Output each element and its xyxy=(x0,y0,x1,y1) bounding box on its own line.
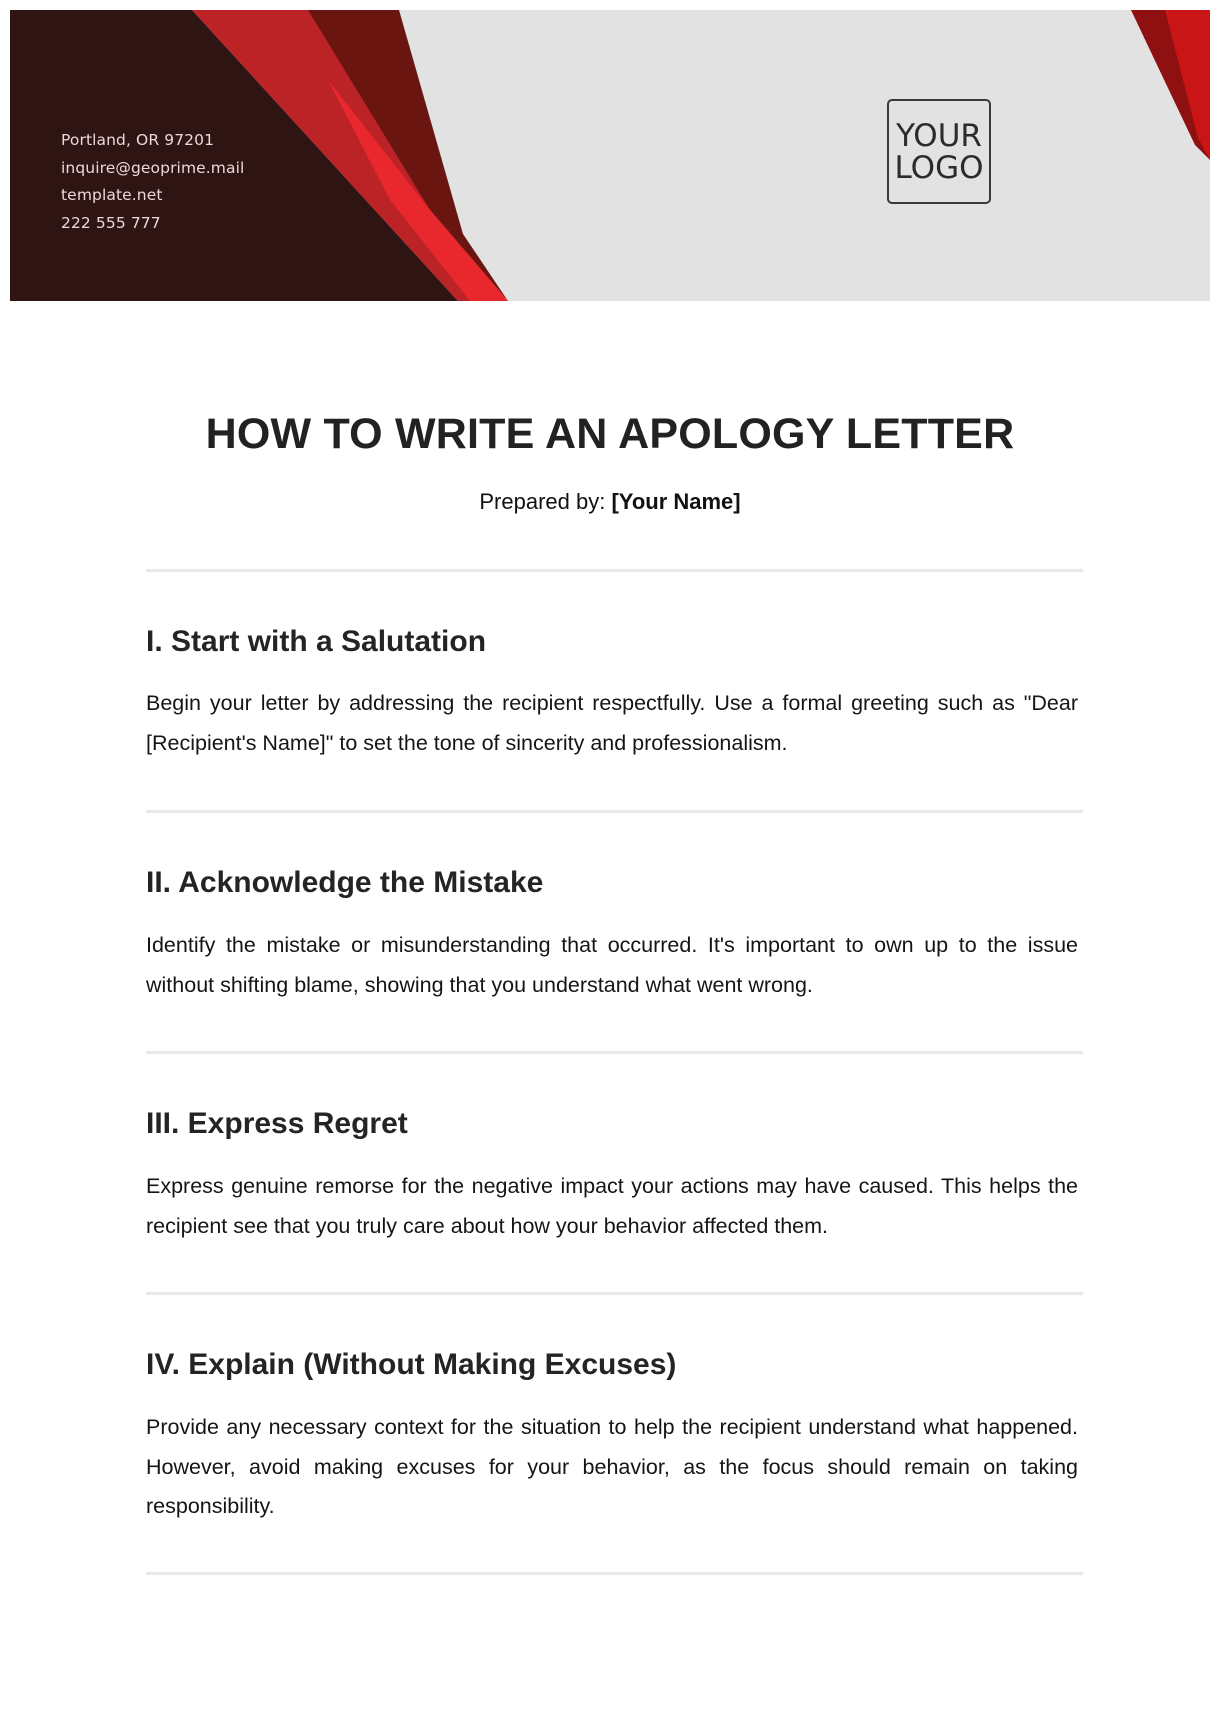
contact-phone: 222 555 777 xyxy=(61,213,161,232)
section-body-1: Begin your letter by addressing the recipient respectfully. Use a formal greeting such as "Dear [Recipient's Name]" to set the tone of sincerity and professionalism. xyxy=(146,691,1078,755)
header-banner xyxy=(10,10,1210,301)
prepared-by-label: Prepared by: xyxy=(479,489,606,514)
section-heading-4: IV. Explain (Without Making Excuses) xyxy=(146,1348,677,1381)
contact-website: template.net xyxy=(61,186,163,204)
document-title: HOW TO WRITE AN APOLOGY LETTER xyxy=(205,410,1015,458)
contact-address: Portland, OR 97201 xyxy=(61,131,215,149)
logo-line-2: LOGO xyxy=(894,149,984,186)
divider xyxy=(146,1572,1083,1575)
divider xyxy=(146,1051,1083,1054)
divider xyxy=(146,1292,1083,1295)
prepared-by-name: [Your Name] xyxy=(611,489,741,514)
section-heading-2: II. Acknowledge the Mistake xyxy=(146,866,544,899)
logo-line-1: YOUR xyxy=(896,117,982,154)
prepared-by xyxy=(0,489,1220,515)
divider xyxy=(146,569,1083,572)
section-body-4: Provide any necessary context for the situation to help the recipient understand what happened. However, avoid making excuses for your behavior, as the focus should remain on taking responsibility. xyxy=(146,1415,1078,1518)
contact-email: inquire@geoprime.mail xyxy=(61,158,245,177)
logo-placeholder xyxy=(887,99,991,204)
divider xyxy=(146,810,1083,813)
section-body-3: Express genuine remorse for the negative impact your actions may have caused. This helps the recipient see that you truly care about how your behavior affected them. xyxy=(146,1174,1078,1238)
section-body-2: Identify the mistake or misunderstanding that occurred. It's important to own up to the issue without shifting blame, showing that you understand what went wrong. xyxy=(146,933,1078,997)
section-heading-1: I. Start with a Salutation xyxy=(146,625,487,658)
section-heading-3: III. Express Regret xyxy=(146,1107,408,1140)
contact-info xyxy=(61,127,244,237)
